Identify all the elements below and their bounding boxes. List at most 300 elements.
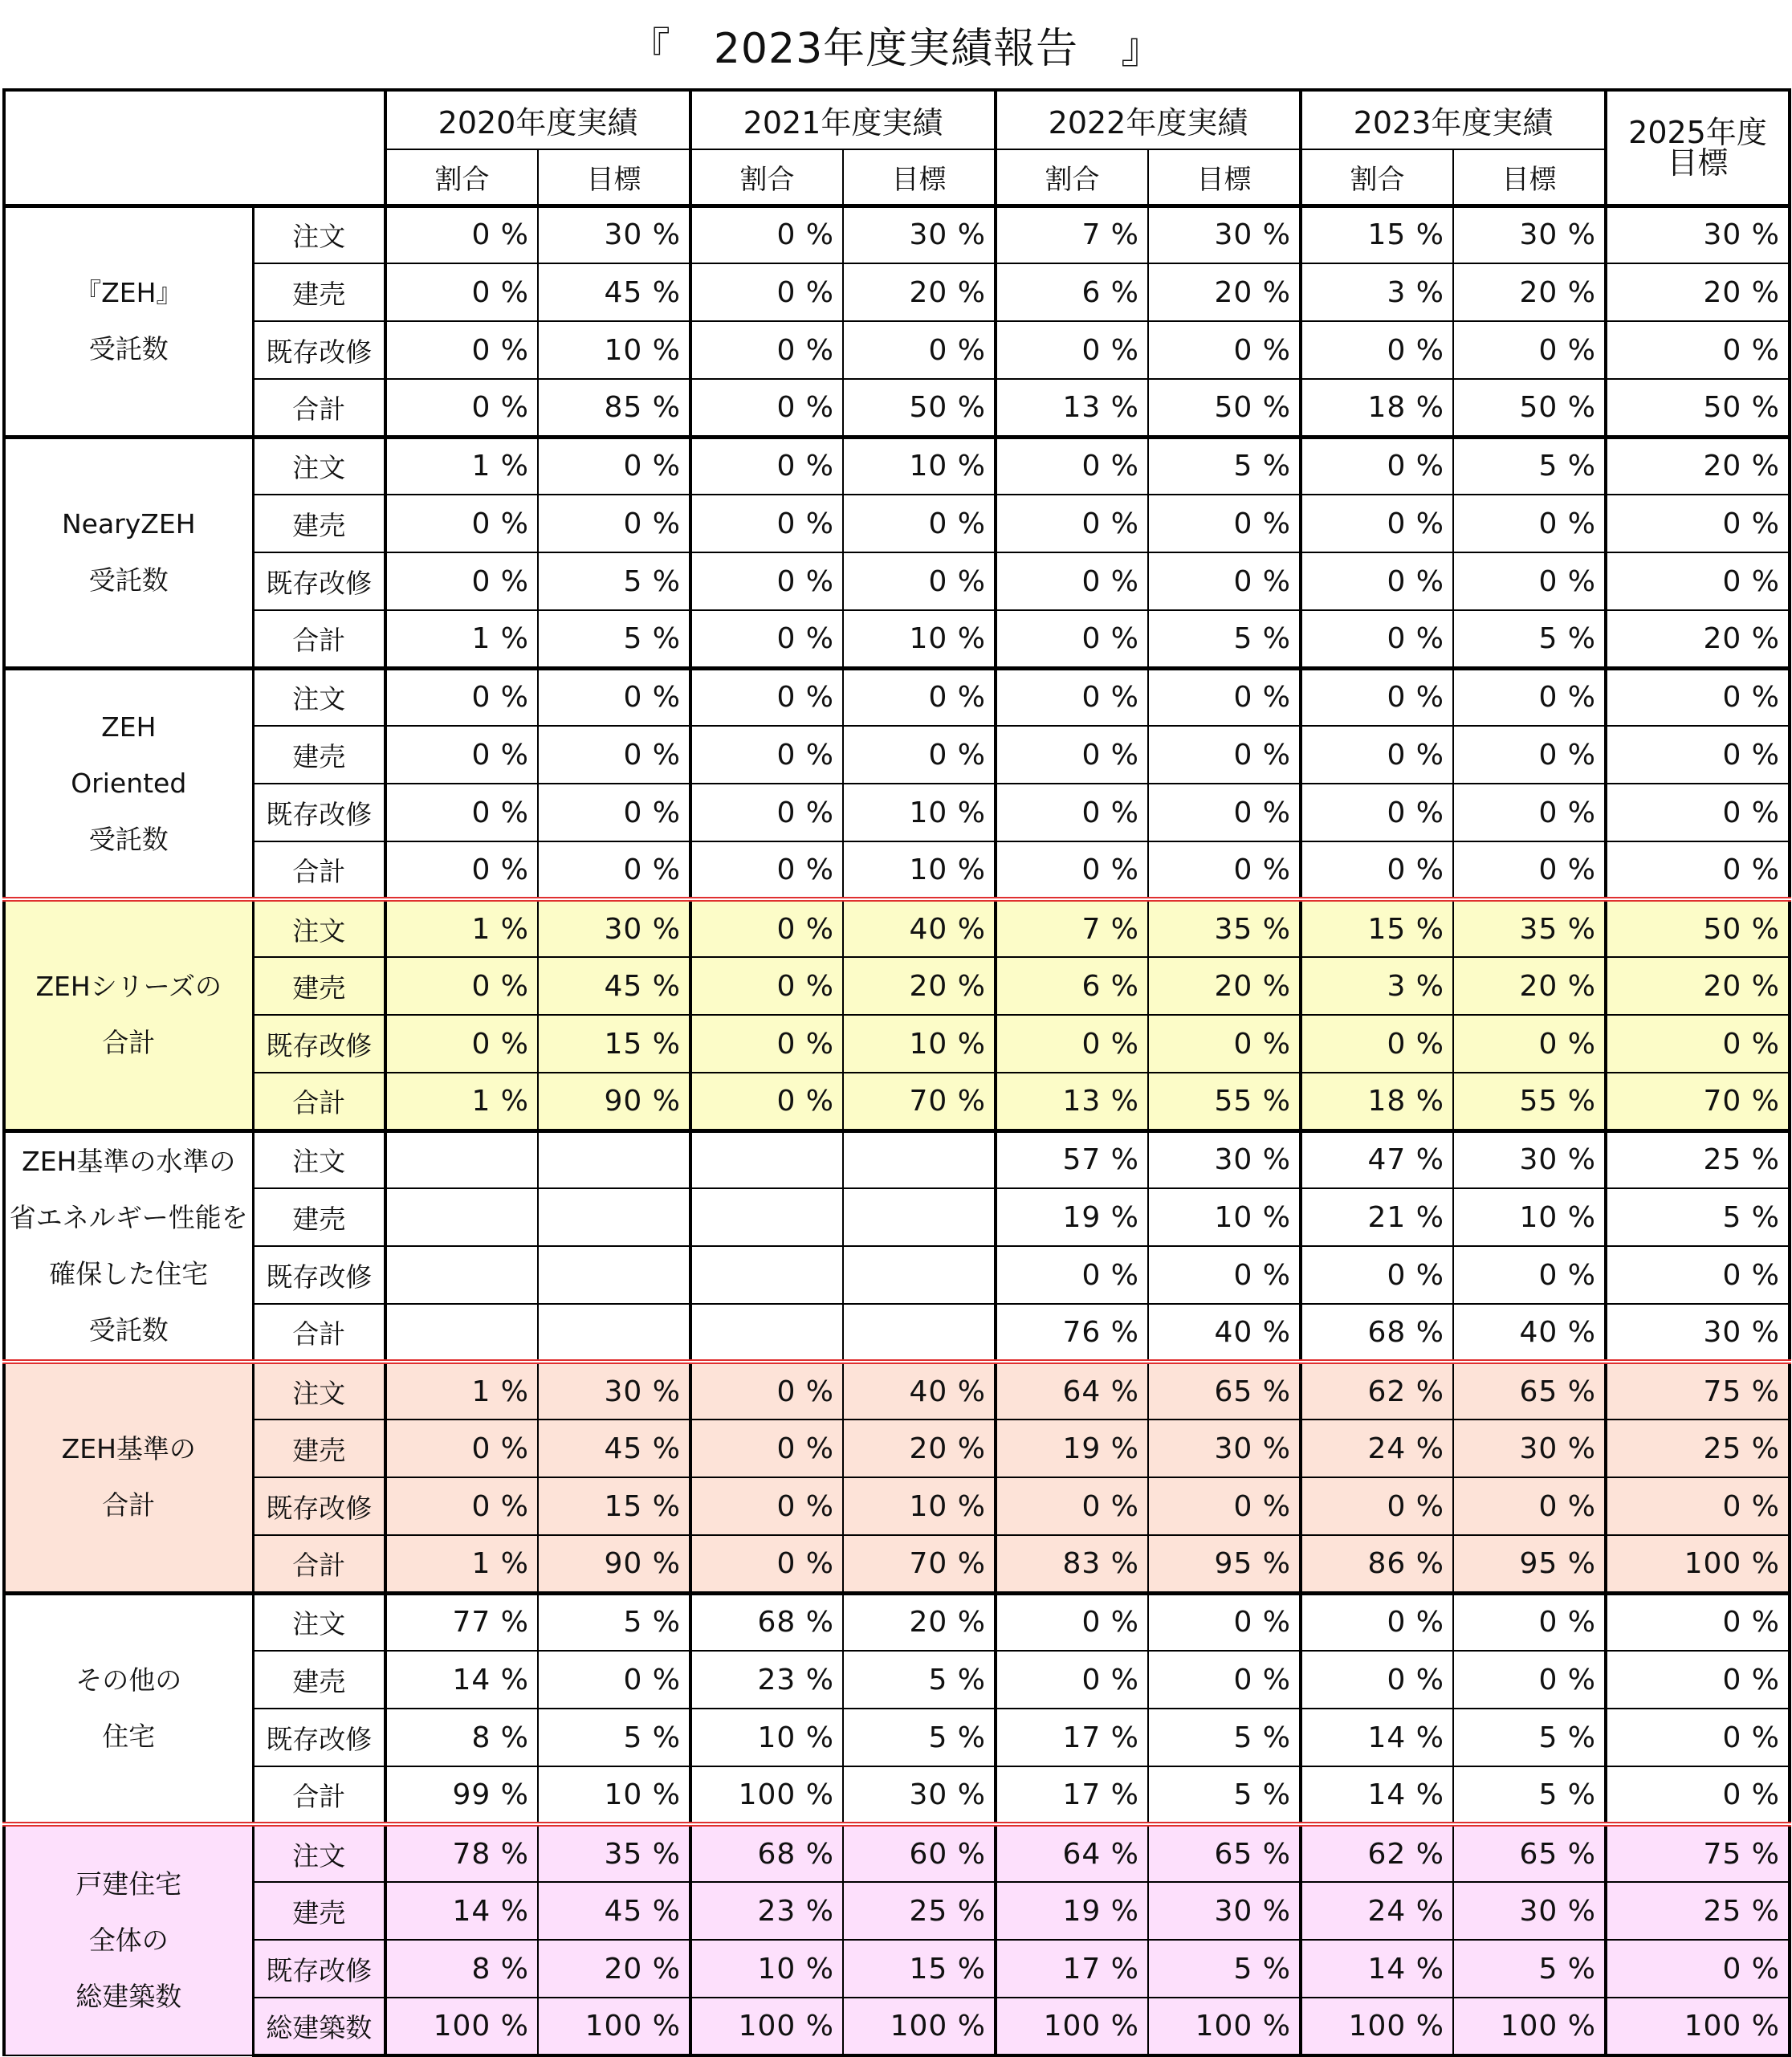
table-row: [4, 726, 1790, 784]
table-row: [4, 899, 1790, 957]
row-type-label: 建売: [253, 726, 385, 784]
target-cell: 5 %: [1148, 1940, 1301, 1998]
target-cell: 65 %: [1453, 1824, 1606, 1882]
target-cell: 0 %: [1453, 841, 1606, 899]
table-row: [4, 1362, 1790, 1420]
target-2025-cell: 0 %: [1606, 1651, 1790, 1709]
ratio-cell: 17 %: [996, 1940, 1148, 1998]
target-cell: 40 %: [1453, 1304, 1606, 1362]
target-cell: 0 %: [1148, 726, 1301, 784]
ratio-cell: 0 %: [1301, 1015, 1453, 1073]
header-corner-cell: [4, 90, 385, 206]
ratio-cell: 0 %: [385, 206, 538, 263]
ratio-cell: 0 %: [690, 263, 843, 321]
target-cell: 95 %: [1148, 1535, 1301, 1593]
target-cell: 0 %: [538, 841, 690, 899]
ratio-cell: 24 %: [1301, 1420, 1453, 1477]
target-cell: 90 %: [538, 1073, 690, 1130]
table-row: [4, 1188, 1790, 1246]
ratio-cell: 23 %: [690, 1651, 843, 1709]
target-cell: 5 %: [1148, 1766, 1301, 1824]
ratio-cell: 14 %: [385, 1651, 538, 1709]
target-cell: 0 %: [1148, 1593, 1301, 1651]
target-2025-cell: 0 %: [1606, 726, 1790, 784]
target-cell: 40 %: [843, 899, 996, 957]
target-cell: 5 %: [1453, 1940, 1606, 1998]
row-type-label: 総建築数: [253, 1998, 385, 2055]
ratio-cell: 0 %: [1301, 841, 1453, 899]
target-cell: 0 %: [1453, 726, 1606, 784]
ratio-cell: 0 %: [690, 1073, 843, 1130]
sub-header-ratio: 割合: [996, 149, 1148, 206]
row-type-label: 既存改修: [253, 784, 385, 841]
table-row: [4, 1940, 1790, 1998]
target-cell: 0 %: [843, 668, 996, 726]
row-type-label: 建売: [253, 1651, 385, 1709]
target-cell: 0 %: [1148, 495, 1301, 552]
group-label: ZEH基準の 合計: [61, 1433, 196, 1521]
target-2025-cell: 50 %: [1606, 899, 1790, 957]
target-cell: [843, 1130, 996, 1188]
target-cell: [843, 1188, 996, 1246]
row-type-label: 合計: [253, 1304, 385, 1362]
target-cell: 0 %: [1148, 784, 1301, 841]
target-cell: 5 %: [1453, 610, 1606, 668]
target-header-text: 2025年度 目標: [1628, 114, 1767, 181]
ratio-cell: 0 %: [690, 668, 843, 726]
target-cell: 10 %: [843, 1015, 996, 1073]
target-cell: 55 %: [1148, 1073, 1301, 1130]
target-cell: 30 %: [538, 1362, 690, 1420]
target-cell: 0 %: [538, 1651, 690, 1709]
target-cell: 45 %: [538, 1882, 690, 1940]
target-2025-cell: 0 %: [1606, 1246, 1790, 1304]
ratio-cell: 0 %: [996, 552, 1148, 610]
target-cell: 0 %: [1453, 668, 1606, 726]
ratio-cell: 0 %: [996, 1477, 1148, 1535]
target-cell: 0 %: [1453, 1651, 1606, 1709]
target-cell: 10 %: [843, 1477, 996, 1535]
group-label-cell: [4, 899, 253, 1130]
target-cell: 5 %: [1453, 1766, 1606, 1824]
group-label: 戸建住宅 全体の 総建築数: [75, 1868, 182, 2012]
ratio-cell: 0 %: [690, 784, 843, 841]
target-cell: 10 %: [1453, 1188, 1606, 1246]
ratio-cell: 0 %: [1301, 321, 1453, 379]
table-row: [4, 1766, 1790, 1824]
table-header: [4, 90, 1790, 206]
ratio-cell: [690, 1188, 843, 1246]
target-cell: 30 %: [1453, 1882, 1606, 1940]
ratio-cell: 57 %: [996, 1130, 1148, 1188]
ratio-cell: 0 %: [690, 379, 843, 437]
row-type-label: 既存改修: [253, 1709, 385, 1766]
ratio-cell: 100 %: [1301, 1998, 1453, 2055]
target-cell: 0 %: [843, 726, 996, 784]
ratio-cell: 8 %: [385, 1940, 538, 1998]
ratio-cell: 86 %: [1301, 1535, 1453, 1593]
ratio-cell: 15 %: [1301, 899, 1453, 957]
target-2025-cell: 100 %: [1606, 1535, 1790, 1593]
target-cell: 40 %: [843, 1362, 996, 1420]
table-row: [4, 1998, 1790, 2055]
ratio-cell: 10 %: [690, 1940, 843, 1998]
ratio-cell: 0 %: [1301, 552, 1453, 610]
target-cell: 0 %: [1453, 552, 1606, 610]
target-cell: 100 %: [538, 1998, 690, 2055]
table-row: [4, 1882, 1790, 1940]
ratio-cell: 0 %: [690, 899, 843, 957]
target-cell: 20 %: [1148, 957, 1301, 1015]
target-cell: 20 %: [843, 1420, 996, 1477]
ratio-cell: [385, 1246, 538, 1304]
ratio-cell: 7 %: [996, 206, 1148, 263]
target-cell: 0 %: [1453, 1015, 1606, 1073]
target-cell: 0 %: [1148, 1651, 1301, 1709]
table-row: [4, 321, 1790, 379]
row-type-label: 注文: [253, 437, 385, 495]
ratio-cell: 0 %: [690, 1362, 843, 1420]
ratio-cell: 0 %: [690, 321, 843, 379]
group-label: ZEH Oriented 受託数: [71, 711, 187, 855]
ratio-cell: 78 %: [385, 1824, 538, 1882]
ratio-cell: 0 %: [996, 321, 1148, 379]
ratio-cell: [690, 1130, 843, 1188]
row-type-label: 注文: [253, 1362, 385, 1420]
ratio-cell: 19 %: [996, 1882, 1148, 1940]
target-cell: 20 %: [843, 1593, 996, 1651]
target-2025-cell: 20 %: [1606, 957, 1790, 1015]
target-cell: 0 %: [1453, 1246, 1606, 1304]
ratio-cell: 100 %: [690, 1998, 843, 2055]
target-2025-cell: 0 %: [1606, 668, 1790, 726]
target-cell: 30 %: [1148, 206, 1301, 263]
ratio-cell: 23 %: [690, 1882, 843, 1940]
target-cell: 0 %: [1148, 1015, 1301, 1073]
group-label-cell: [4, 206, 253, 437]
ratio-cell: 68 %: [690, 1593, 843, 1651]
ratio-cell: 21 %: [1301, 1188, 1453, 1246]
row-type-label: 既存改修: [253, 552, 385, 610]
target-2025-cell: 0 %: [1606, 784, 1790, 841]
table-row: [4, 495, 1790, 552]
table-row: [4, 784, 1790, 841]
table-row: [4, 206, 1790, 263]
ratio-cell: 14 %: [1301, 1940, 1453, 1998]
table-row: [4, 552, 1790, 610]
ratio-cell: 0 %: [1301, 1246, 1453, 1304]
table-row: [4, 1130, 1790, 1188]
row-type-label: 建売: [253, 1420, 385, 1477]
table-row: [4, 957, 1790, 1015]
table-row: [4, 1015, 1790, 1073]
row-type-label: 合計: [253, 1535, 385, 1593]
table-row: [4, 1073, 1790, 1130]
ratio-cell: 0 %: [996, 610, 1148, 668]
target-cell: 30 %: [538, 206, 690, 263]
ratio-cell: 0 %: [996, 437, 1148, 495]
ratio-cell: 0 %: [690, 552, 843, 610]
table-row: [4, 1420, 1790, 1477]
target-cell: 5 %: [1148, 610, 1301, 668]
target-cell: 60 %: [843, 1824, 996, 1882]
table-row: [4, 1304, 1790, 1362]
row-type-label: 合計: [253, 1766, 385, 1824]
target-2025-cell: 20 %: [1606, 610, 1790, 668]
ratio-cell: 0 %: [690, 610, 843, 668]
ratio-cell: 0 %: [385, 552, 538, 610]
target-2025-cell: 20 %: [1606, 263, 1790, 321]
ratio-cell: 3 %: [1301, 957, 1453, 1015]
ratio-cell: 0 %: [385, 1015, 538, 1073]
ratio-cell: 0 %: [690, 206, 843, 263]
ratio-cell: [385, 1130, 538, 1188]
row-type-label: 合計: [253, 841, 385, 899]
group-label: ZEHシリーズの 合計: [35, 971, 222, 1059]
ratio-cell: 0 %: [690, 726, 843, 784]
ratio-cell: 100 %: [690, 1766, 843, 1824]
table-row: [4, 1709, 1790, 1766]
ratio-cell: 0 %: [690, 1015, 843, 1073]
ratio-cell: 1 %: [385, 610, 538, 668]
target-2025-cell: 30 %: [1606, 1304, 1790, 1362]
table-row: [4, 841, 1790, 899]
target-cell: 35 %: [1148, 899, 1301, 957]
ratio-cell: [385, 1188, 538, 1246]
target-cell: 65 %: [1148, 1824, 1301, 1882]
ratio-cell: 0 %: [996, 726, 1148, 784]
table-row: [4, 1535, 1790, 1593]
target-2025-cell: 0 %: [1606, 321, 1790, 379]
target-cell: 15 %: [538, 1015, 690, 1073]
target-cell: 35 %: [1453, 899, 1606, 957]
target-cell: 95 %: [1453, 1535, 1606, 1593]
ratio-cell: 13 %: [996, 1073, 1148, 1130]
target-cell: 40 %: [1148, 1304, 1301, 1362]
target-cell: 5 %: [538, 1709, 690, 1766]
target-2025-cell: 75 %: [1606, 1824, 1790, 1882]
target-cell: 0 %: [1148, 1246, 1301, 1304]
row-type-label: 合計: [253, 379, 385, 437]
ratio-cell: 17 %: [996, 1766, 1148, 1824]
target-cell: 25 %: [843, 1882, 996, 1940]
sub-header-ratio: 割合: [385, 149, 538, 206]
ratio-cell: 3 %: [1301, 263, 1453, 321]
ratio-cell: 0 %: [996, 495, 1148, 552]
table-row: [4, 1246, 1790, 1304]
group-label-cell: [4, 668, 253, 899]
row-type-label: 注文: [253, 1130, 385, 1188]
target-2025-cell: 0 %: [1606, 1477, 1790, 1535]
ratio-cell: 19 %: [996, 1188, 1148, 1246]
target-cell: [538, 1304, 690, 1362]
target-2025-cell: 20 %: [1606, 437, 1790, 495]
target-cell: 0 %: [843, 552, 996, 610]
ratio-cell: 0 %: [1301, 1593, 1453, 1651]
ratio-cell: 0 %: [1301, 1477, 1453, 1535]
row-type-label: 注文: [253, 668, 385, 726]
target-cell: 5 %: [538, 1593, 690, 1651]
ratio-cell: 0 %: [385, 263, 538, 321]
target-cell: 30 %: [1453, 1420, 1606, 1477]
target-cell: 45 %: [538, 263, 690, 321]
target-cell: 5 %: [1453, 1709, 1606, 1766]
ratio-cell: 0 %: [1301, 437, 1453, 495]
ratio-cell: 0 %: [690, 957, 843, 1015]
group-label-cell: [4, 1362, 253, 1593]
row-type-label: 既存改修: [253, 1940, 385, 1998]
ratio-cell: 18 %: [1301, 379, 1453, 437]
ratio-cell: 0 %: [1301, 495, 1453, 552]
ratio-cell: 64 %: [996, 1824, 1148, 1882]
row-type-label: 建売: [253, 1188, 385, 1246]
ratio-cell: 100 %: [385, 1998, 538, 2055]
target-cell: 20 %: [843, 957, 996, 1015]
ratio-cell: 17 %: [996, 1709, 1148, 1766]
ratio-cell: [385, 1304, 538, 1362]
target-cell: 70 %: [843, 1535, 996, 1593]
target-cell: 10 %: [843, 437, 996, 495]
target-cell: 10 %: [843, 841, 996, 899]
target-cell: 0 %: [843, 495, 996, 552]
target-cell: 30 %: [843, 206, 996, 263]
ratio-cell: 83 %: [996, 1535, 1148, 1593]
ratio-cell: [690, 1304, 843, 1362]
ratio-cell: 0 %: [996, 1651, 1148, 1709]
target-2025-cell: 100 %: [1606, 1998, 1790, 2055]
target-cell: 10 %: [843, 610, 996, 668]
ratio-cell: 15 %: [1301, 206, 1453, 263]
target-cell: 30 %: [843, 1766, 996, 1824]
target-cell: 20 %: [1453, 263, 1606, 321]
ratio-cell: 0 %: [385, 1477, 538, 1535]
table-row: [4, 1593, 1790, 1651]
target-2025-cell: 50 %: [1606, 379, 1790, 437]
target-2025-cell: 30 %: [1606, 206, 1790, 263]
ratio-cell: 0 %: [690, 437, 843, 495]
table-row: [4, 610, 1790, 668]
target-2025-cell: 0 %: [1606, 1593, 1790, 1651]
ratio-cell: 0 %: [996, 841, 1148, 899]
target-cell: 30 %: [1453, 1130, 1606, 1188]
row-type-label: 合計: [253, 610, 385, 668]
group-label: ZEH基準の水準の 省エネルギー性能を 確保した住宅 受託数: [9, 1145, 248, 1346]
ratio-cell: 0 %: [996, 668, 1148, 726]
target-cell: [538, 1188, 690, 1246]
ratio-cell: 14 %: [1301, 1766, 1453, 1824]
target-cell: 5 %: [538, 610, 690, 668]
target-cell: 0 %: [1148, 321, 1301, 379]
target-cell: 100 %: [1148, 1998, 1301, 2055]
ratio-cell: 0 %: [385, 1420, 538, 1477]
row-type-label: 合計: [253, 1073, 385, 1130]
target-cell: 20 %: [1148, 263, 1301, 321]
ratio-cell: 6 %: [996, 957, 1148, 1015]
ratio-cell: 62 %: [1301, 1362, 1453, 1420]
target-cell: 55 %: [1453, 1073, 1606, 1130]
row-type-label: 注文: [253, 899, 385, 957]
ratio-cell: 7 %: [996, 899, 1148, 957]
table-row: [4, 1477, 1790, 1535]
ratio-cell: 1 %: [385, 1535, 538, 1593]
table-row: [4, 1651, 1790, 1709]
ratio-cell: 1 %: [385, 437, 538, 495]
target-cell: 0 %: [538, 726, 690, 784]
target-cell: 0 %: [1453, 784, 1606, 841]
table-row: [4, 437, 1790, 495]
target-cell: 5 %: [843, 1651, 996, 1709]
row-type-label: 建売: [253, 263, 385, 321]
ratio-cell: 0 %: [690, 1535, 843, 1593]
target-cell: 50 %: [843, 379, 996, 437]
ratio-cell: 13 %: [996, 379, 1148, 437]
sub-header-ratio: 割合: [690, 149, 843, 206]
ratio-cell: 0 %: [690, 1477, 843, 1535]
group-label-cell: [4, 1593, 253, 1824]
target-cell: 10 %: [1148, 1188, 1301, 1246]
ratio-cell: 18 %: [1301, 1073, 1453, 1130]
target-cell: 30 %: [1148, 1882, 1301, 1940]
ratio-cell: 76 %: [996, 1304, 1148, 1362]
table-body: [4, 206, 1790, 2055]
ratio-cell: 1 %: [385, 1073, 538, 1130]
ratio-cell: 1 %: [385, 899, 538, 957]
target-cell: 100 %: [1453, 1998, 1606, 2055]
ratio-cell: 0 %: [1301, 668, 1453, 726]
ratio-cell: 0 %: [385, 957, 538, 1015]
target-cell: 85 %: [538, 379, 690, 437]
ratio-cell: 0 %: [996, 1246, 1148, 1304]
ratio-cell: 62 %: [1301, 1824, 1453, 1882]
sub-header-target: 目標: [1453, 149, 1606, 206]
year-header-2020: 2020年度実績: [385, 90, 690, 149]
target-cell: 70 %: [843, 1073, 996, 1130]
ratio-cell: 6 %: [996, 263, 1148, 321]
target-2025-cell: 0 %: [1606, 1709, 1790, 1766]
table-row: [4, 1824, 1790, 1882]
ratio-cell: 0 %: [996, 784, 1148, 841]
target-cell: 0 %: [538, 495, 690, 552]
ratio-cell: 1 %: [385, 1362, 538, 1420]
ratio-cell: 0 %: [385, 841, 538, 899]
group-label: NearyZEH 受託数: [61, 508, 196, 596]
year-header-2023: 2023年度実績: [1301, 90, 1606, 149]
target-2025-cell: 75 %: [1606, 1362, 1790, 1420]
target-cell: 0 %: [1453, 321, 1606, 379]
ratio-cell: 0 %: [385, 784, 538, 841]
table-row: [4, 263, 1790, 321]
row-type-label: 建売: [253, 495, 385, 552]
ratio-cell: 10 %: [690, 1709, 843, 1766]
ratio-cell: 47 %: [1301, 1130, 1453, 1188]
target-cell: 0 %: [538, 437, 690, 495]
report-table: [2, 88, 1791, 2057]
table-row: [4, 668, 1790, 726]
group-label-cell: [4, 437, 253, 668]
target-cell: 0 %: [843, 321, 996, 379]
row-type-label: 注文: [253, 1593, 385, 1651]
ratio-cell: 0 %: [1301, 784, 1453, 841]
target-2025-cell: 0 %: [1606, 1015, 1790, 1073]
target-cell: 0 %: [1148, 841, 1301, 899]
group-label: 『ZEH』 受託数: [75, 277, 183, 365]
page-title: 『 2023年度実績報告 』: [628, 24, 1164, 73]
ratio-cell: 64 %: [996, 1362, 1148, 1420]
target-cell: [843, 1304, 996, 1362]
target-cell: 0 %: [1148, 552, 1301, 610]
target-cell: 10 %: [538, 1766, 690, 1824]
target-cell: 90 %: [538, 1535, 690, 1593]
